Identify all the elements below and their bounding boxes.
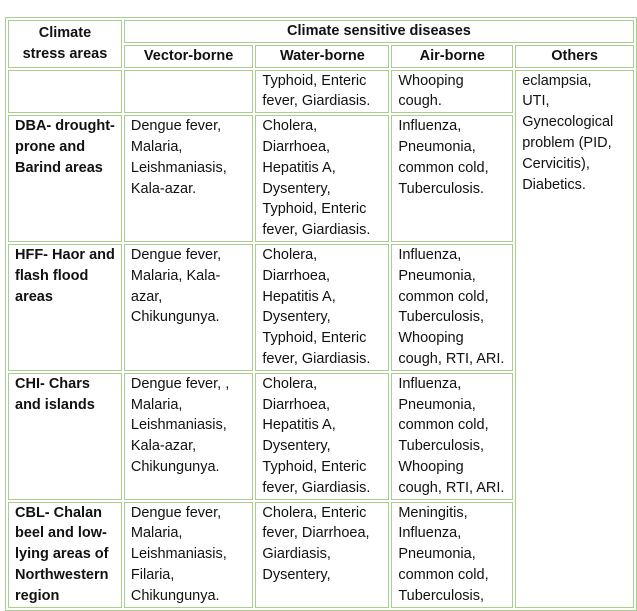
table-row: [8, 70, 634, 114]
cell-air-borne: [391, 115, 513, 242]
cell-line: Chikungunya.: [130, 587, 220, 604]
cell-line: Typhoid, Enteric: [262, 458, 367, 475]
header-climate-stress-areas: [8, 20, 122, 68]
cell-air-borne: [391, 373, 513, 500]
cell-line: HFF- Haor and: [15, 246, 115, 263]
cell-line: Malaria,: [130, 525, 183, 542]
cell-line: fever, Giardiasis.: [262, 350, 371, 367]
cell-vector-borne: [124, 70, 254, 114]
cell-line: Cholera,: [262, 246, 318, 263]
cell-area: [8, 115, 122, 242]
cell-area: [8, 70, 122, 114]
cell-line: Influenza,: [398, 118, 462, 135]
cell-vector-borne: [124, 502, 254, 608]
header-others: Others: [515, 45, 634, 68]
cell-line: Northwestern: [15, 566, 109, 583]
cell-line: common cold,: [398, 288, 489, 305]
cell-line: Giardiasis,: [262, 546, 331, 563]
cell-line: Diarrhoea,: [262, 267, 331, 284]
cell-line: common cold,: [398, 159, 489, 176]
cell-line: Pneumonia,: [398, 396, 476, 413]
cell-air-borne: [391, 244, 513, 371]
cell-line: Gynecological: [522, 114, 614, 131]
cell-line: cough, RTI, ARI.: [398, 479, 505, 496]
cell-line: Diabetics.: [522, 176, 586, 193]
cell-line: Typhoid, Enteric: [262, 72, 367, 89]
header-climate-sensitive-diseases: Climate sensitive diseases: [124, 20, 634, 43]
header-water-borne: Water-borne: [255, 45, 389, 68]
cell-line: Pneumonia,: [398, 546, 476, 563]
cell-line: Leishmaniasis,: [130, 159, 227, 176]
cell-line: Barind areas: [15, 159, 103, 176]
cell-water-borne: [255, 70, 389, 114]
disease-table-wrapper: [5, 17, 637, 611]
cell-line: Cholera,: [262, 375, 318, 392]
cell-vector-borne: [124, 244, 254, 371]
cell-water-borne: [255, 373, 389, 500]
cell-line: Diarrhoea,: [262, 138, 331, 155]
cell-others: [515, 70, 634, 608]
cell-line: Influenza,: [398, 375, 462, 392]
cell-line: Leishmaniasis,: [130, 417, 227, 434]
header-row-1: [8, 20, 634, 43]
cell-line: Dysentery,: [262, 566, 331, 583]
cell-line: beel and low-: [15, 525, 107, 542]
cell-line: UTI,: [522, 93, 550, 110]
cell-air-borne: [391, 70, 513, 114]
header-vector-borne: Vector-borne: [124, 45, 254, 68]
cell-line: Tuberculosis.: [398, 180, 485, 197]
cell-vector-borne: [124, 115, 254, 242]
cell-line: Tuberculosis,: [398, 309, 485, 326]
cell-line: Hepatitis A,: [262, 417, 336, 434]
cell-line: Pneumonia,: [398, 267, 476, 284]
cell-line: lying areas of: [15, 546, 109, 563]
cell-line: fever, Giardiasis.: [262, 222, 371, 239]
cell-water-borne: [255, 502, 389, 608]
cell-line: Dengue fever,: [130, 118, 222, 135]
cell-line: Dengue fever,: [130, 504, 222, 521]
header-area-line: stress areas: [22, 45, 108, 62]
cell-line: Tuberculosis,: [398, 587, 485, 604]
cell-line: common cold,: [398, 566, 489, 583]
cell-line: Whooping: [398, 330, 464, 347]
cell-line: region: [15, 587, 60, 604]
cell-line: Dysentery,: [262, 180, 331, 197]
cell-line: Chikungunya.: [130, 458, 220, 475]
cell-line: Filaria,: [130, 566, 175, 583]
cell-line: CHI- Chars: [15, 375, 90, 392]
cell-line: cough.: [398, 93, 442, 110]
cell-air-borne: [391, 502, 513, 608]
climate-disease-table: [5, 17, 637, 611]
cell-line: Diarrhoea,: [262, 396, 331, 413]
cell-line: Leishmaniasis,: [130, 546, 227, 563]
cell-line: Influenza,: [398, 525, 462, 542]
cell-line: Typhoid, Enteric: [262, 201, 367, 218]
cell-line: and islands: [15, 396, 95, 413]
cell-line: Whooping: [398, 458, 464, 475]
cell-line: Hepatitis A,: [262, 159, 336, 176]
cell-line: Whooping: [398, 72, 464, 89]
cell-line: flash flood: [15, 267, 89, 284]
cell-line: Malaria,: [130, 396, 183, 413]
cell-line: DBA- drought-: [15, 118, 115, 135]
cell-vector-borne: [124, 373, 254, 500]
cell-line: Influenza,: [398, 246, 462, 263]
cell-line: Dengue fever,: [130, 246, 222, 263]
cell-water-borne: [255, 115, 389, 242]
cell-line: Hepatitis A,: [262, 288, 336, 305]
cell-line: Pneumonia,: [398, 138, 476, 155]
cell-line: azar,: [130, 288, 163, 305]
cell-line: Kala-azar.: [130, 180, 197, 197]
cell-line: Malaria, Kala-: [130, 267, 221, 284]
header-area-line: Climate: [38, 25, 92, 41]
cell-line: Typhoid, Enteric: [262, 330, 367, 347]
cell-line: Malaria,: [130, 138, 183, 155]
cell-line: prone and: [15, 138, 86, 155]
cell-line: Cholera, Enteric: [262, 504, 367, 521]
cell-line: Cervicitis),: [522, 155, 590, 172]
cell-area: [8, 373, 122, 500]
cell-line: fever, Diarrhoea,: [262, 525, 370, 542]
cell-line: Dengue fever, ,: [130, 375, 230, 392]
cell-water-borne: [255, 244, 389, 371]
header-air-borne: Air-borne: [391, 45, 513, 68]
cell-line: Cholera,: [262, 118, 318, 135]
cell-line: eclampsia,: [522, 72, 592, 89]
cell-line: Kala-azar,: [130, 438, 197, 455]
cell-line: fever, Giardiasis.: [262, 93, 371, 110]
cell-line: Chikungunya.: [130, 309, 220, 326]
cell-area: [8, 502, 122, 608]
cell-line: cough, RTI, ARI.: [398, 350, 505, 367]
cell-line: problem (PID,: [522, 134, 612, 151]
cell-line: fever, Giardiasis.: [262, 479, 371, 496]
cell-line: Dysentery,: [262, 309, 331, 326]
cell-line: common cold,: [398, 417, 489, 434]
cell-line: CBL- Chalan: [15, 504, 102, 521]
cell-line: Dysentery,: [262, 438, 331, 455]
cell-line: Meningitis,: [398, 504, 468, 521]
cell-area: [8, 244, 122, 371]
cell-line: Tuberculosis,: [398, 438, 485, 455]
cell-line: areas: [15, 288, 53, 305]
